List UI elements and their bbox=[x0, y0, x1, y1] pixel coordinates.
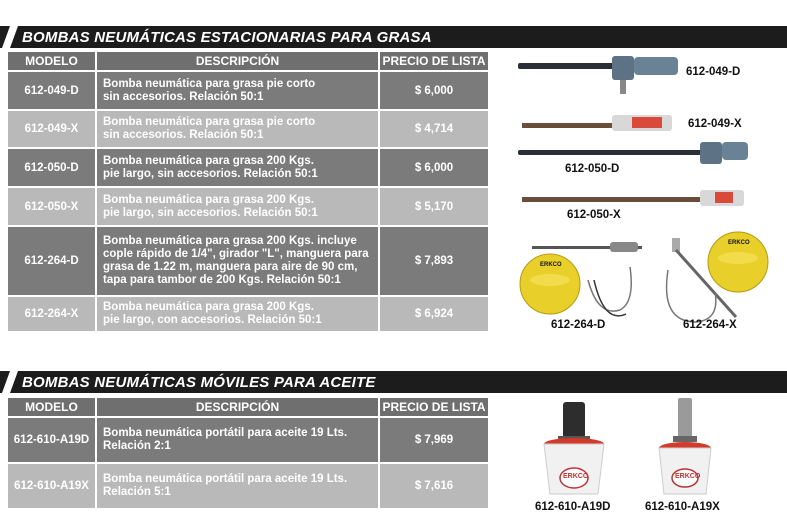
pump-612-049-x-icon bbox=[522, 115, 672, 131]
pump-kit-612-264-x-icon bbox=[667, 232, 768, 322]
header-tab bbox=[2, 26, 18, 48]
col-precio: PRECIO DE LISTA bbox=[380, 398, 488, 416]
pump-612-050-d-icon bbox=[518, 142, 748, 164]
pump-612-050-x-icon bbox=[522, 190, 744, 206]
model-cell: 612-610-A19D bbox=[8, 418, 95, 462]
desc-cell: Bomba neumática portátil para aceite 19 Lts. Relación 5:1 bbox=[97, 464, 378, 508]
label-612-264-d: 612-264-D bbox=[551, 319, 606, 331]
oil-pump-illustrations bbox=[530, 398, 750, 498]
desc-cell: Bomba neumática para grasa 200 Kgs. pie largo, sin accesorios. Relación 50:1 bbox=[97, 149, 378, 186]
pump-kit-612-264-d-icon bbox=[520, 242, 642, 316]
table-header-row bbox=[8, 52, 488, 70]
label-612-610-a19x: 612-610-A19X bbox=[645, 501, 720, 513]
desc-cell: Bomba neumática portátil para aceite 19 Lts. Relación 2:1 bbox=[97, 418, 378, 462]
price-cell: $ 6,000 bbox=[380, 72, 488, 109]
col-modelo: MODELO bbox=[8, 52, 95, 70]
label-612-049-d: 612-049-D bbox=[686, 66, 741, 78]
lid-brand-label-1: ERKCO bbox=[540, 262, 562, 268]
model-cell: 612-049-D bbox=[8, 72, 95, 109]
price-cell: $ 6,000 bbox=[380, 149, 488, 186]
col-modelo: MODELO bbox=[8, 398, 95, 416]
desc-cell: Bomba neumática para grasa 200 Kgs. pie largo, con accesorios. Relación 50:1 bbox=[97, 297, 378, 331]
price-cell: $ 7,616 bbox=[380, 464, 488, 508]
section2-title: BOMBAS NEUMÁTICAS MÓVILES PARA ACEITE bbox=[22, 374, 376, 391]
pump-612-049-d-icon bbox=[518, 56, 678, 94]
model-cell: 612-049-X bbox=[8, 111, 95, 147]
model-cell: 612-050-D bbox=[8, 149, 95, 186]
table-row bbox=[8, 464, 488, 508]
desc-cell: Bomba neumática para grasa pie corto sin accesorios. Relación 50:1 bbox=[97, 72, 378, 109]
section1-title: BOMBAS NEUMÁTICAS ESTACIONARIAS PARA GRASA bbox=[22, 29, 432, 46]
section2-header bbox=[0, 371, 787, 393]
label-612-049-x: 612-049-X bbox=[688, 118, 742, 130]
label-612-050-d: 612-050-D bbox=[565, 163, 620, 175]
col-precio: PRECIO DE LISTA bbox=[380, 52, 488, 70]
col-descripcion: DESCRIPCIÓN bbox=[97, 398, 378, 416]
grease-pump-illustrations bbox=[500, 52, 787, 342]
section1-table bbox=[6, 50, 490, 333]
label-612-610-a19d: 612-610-A19D bbox=[535, 501, 611, 513]
price-cell: $ 7,969 bbox=[380, 418, 488, 462]
bucket-pump-612-610-a19d-icon bbox=[544, 402, 604, 494]
model-cell: 612-610-A19X bbox=[8, 464, 95, 508]
bucket-brand-label-1: ERKCO bbox=[563, 473, 589, 480]
desc-cell: Bomba neumática para grasa 200 Kgs. incluye cople rápido de 1/4", girador "L", manguera para grasa de 1.22 m, manguera para aire de 90 cm, tapa para tambor de 200 Kgs. Relación 50:1 bbox=[97, 227, 378, 295]
bucket-brand-label-2: ERKCO bbox=[675, 473, 701, 480]
table-row bbox=[8, 227, 488, 295]
price-cell: $ 7,893 bbox=[380, 227, 488, 295]
section1-header bbox=[0, 26, 787, 48]
model-cell: 612-264-D bbox=[8, 227, 95, 295]
model-cell: 612-050-X bbox=[8, 188, 95, 225]
section2-table bbox=[6, 396, 490, 510]
header-tab bbox=[2, 371, 18, 393]
price-cell: $ 4,714 bbox=[380, 111, 488, 147]
table-row bbox=[8, 111, 488, 147]
label-612-264-x: 612-264-X bbox=[683, 319, 737, 331]
table-row bbox=[8, 418, 488, 462]
col-descripcion: DESCRIPCIÓN bbox=[97, 52, 378, 70]
desc-cell: Bomba neumática para grasa pie corto sin accesorios. Relación 50:1 bbox=[97, 111, 378, 147]
table-row bbox=[8, 149, 488, 186]
desc-cell: Bomba neumática para grasa 200 Kgs. pie largo, sin accesorios. Relación 50:1 bbox=[97, 188, 378, 225]
table-row bbox=[8, 72, 488, 109]
table-header-row bbox=[8, 398, 488, 416]
label-612-050-x: 612-050-X bbox=[567, 209, 621, 221]
model-cell: 612-264-X bbox=[8, 297, 95, 331]
table-row bbox=[8, 297, 488, 331]
lid-brand-label-2: ERKCO bbox=[728, 240, 750, 246]
price-cell: $ 6,924 bbox=[380, 297, 488, 331]
price-cell: $ 5,170 bbox=[380, 188, 488, 225]
table-row bbox=[8, 188, 488, 225]
